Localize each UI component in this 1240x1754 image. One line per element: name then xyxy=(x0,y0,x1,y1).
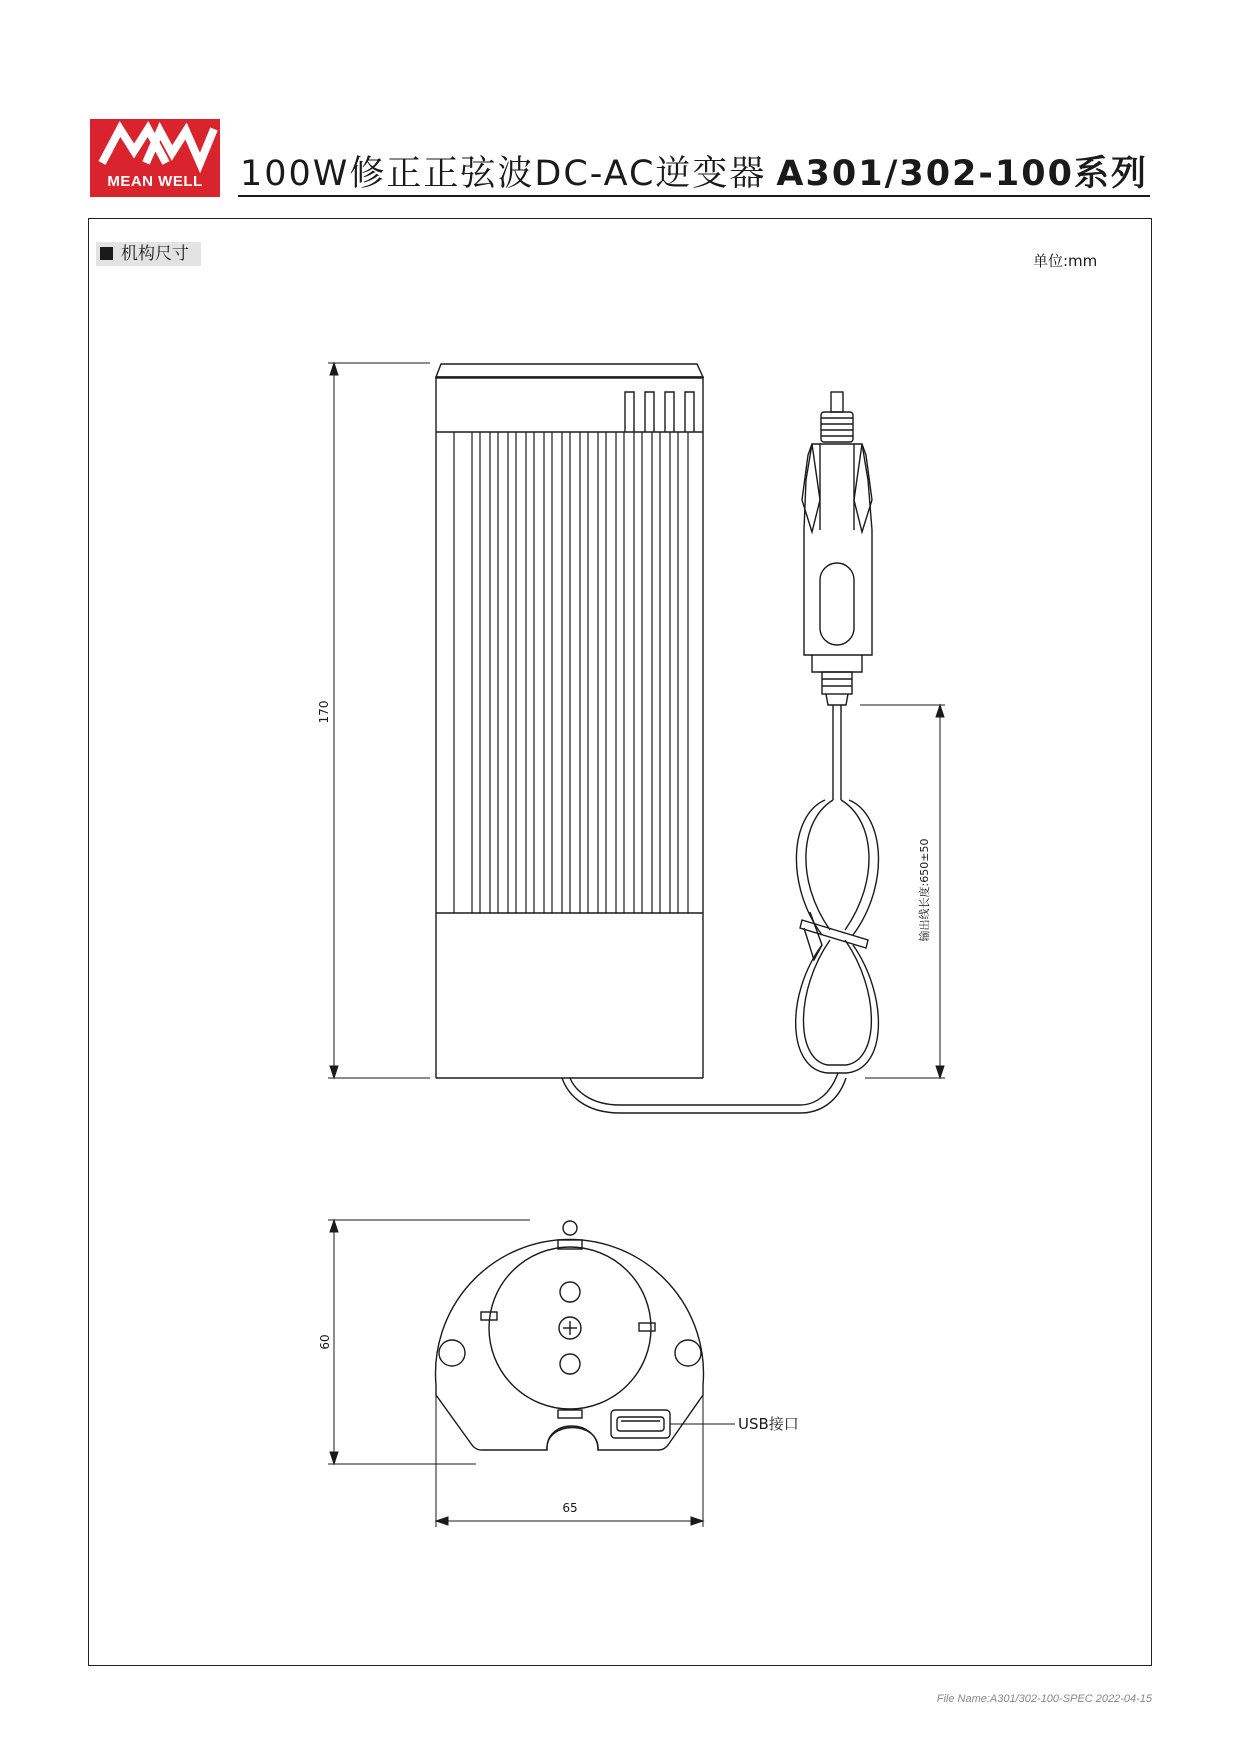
document-title: 100W修正正弦波DC-AC逆变器 xyxy=(240,154,767,194)
cable-length-label: 输出线长度:650±50 xyxy=(918,838,931,942)
inverter-bottom-view xyxy=(436,1221,704,1450)
logo-brand-text: MEAN WELL xyxy=(107,173,203,190)
dimension-depth xyxy=(328,1220,530,1464)
usb-callout-label: USB接口 xyxy=(738,1415,799,1433)
height-dimension-label: 170 xyxy=(317,700,331,724)
footer-file-name: File Name:A301/302-100-SPEC 2022-04-15 xyxy=(936,1693,1152,1705)
dimension-cable-length xyxy=(860,705,945,1078)
inverter-body-front-view xyxy=(436,364,703,1078)
document-series: A301/302-100系列 xyxy=(776,154,1148,194)
unit-note: 单位:mm xyxy=(1033,252,1098,270)
depth-dimension-label: 60 xyxy=(318,1334,332,1350)
cap-vents xyxy=(625,392,694,432)
cigarette-lighter-plug xyxy=(802,392,872,705)
usb-port xyxy=(611,1410,670,1438)
heatsink-fins xyxy=(454,432,688,913)
dimension-height xyxy=(328,363,430,1078)
output-cable xyxy=(562,705,878,1113)
width-dimension-label: 65 xyxy=(562,1501,578,1515)
section-heading-text: 机构尺寸 xyxy=(121,244,189,264)
